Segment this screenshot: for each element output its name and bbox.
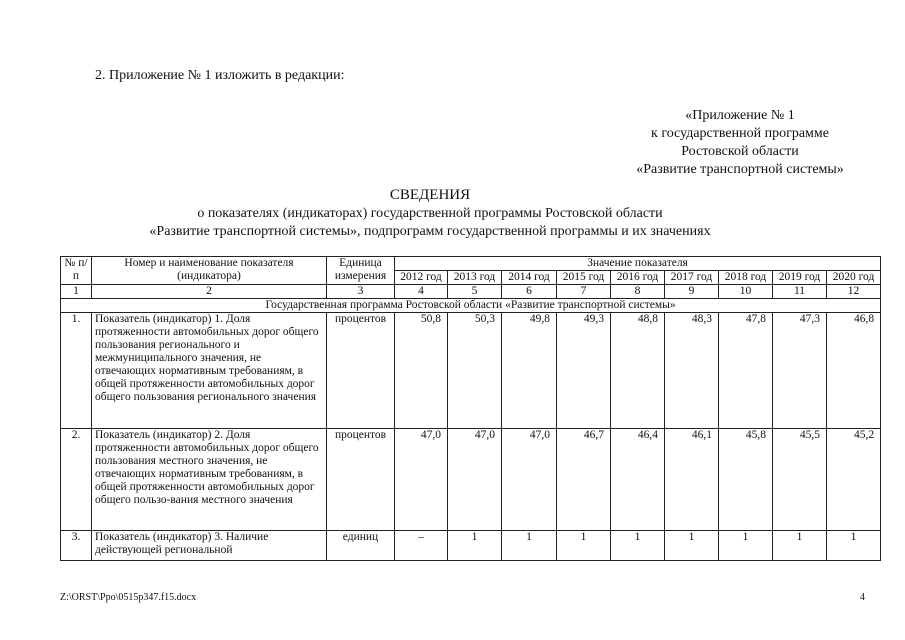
row-value: 47,0	[502, 429, 557, 531]
header-year: 2020 год	[827, 271, 881, 285]
row-value: 49,3	[557, 313, 611, 429]
row-num: 1.	[61, 313, 92, 429]
row-value: 1	[502, 531, 557, 561]
row-name: Показатель (индикатор) 3. Наличие действующей региональной	[92, 531, 327, 561]
indicators-table	[60, 256, 881, 561]
row-num: 2.	[61, 429, 92, 531]
row-value: 1	[773, 531, 827, 561]
row-unit: процентов	[327, 429, 395, 531]
row-unit: процентов	[327, 313, 395, 429]
row-value: 49,8	[502, 313, 557, 429]
appendix-line-3: Ростовской области	[681, 144, 799, 159]
col-number: 8	[611, 285, 665, 299]
header-year: 2014 год	[502, 271, 557, 285]
row-name: Показатель (индикатор) 2. Доля протяженности автомобильных дорог общего пользования местного значения, не отвечающих нормативным требованиям, в общей протяженности автомобильных дорог общего пользо-вания местного значения	[92, 429, 327, 531]
row-value: 48,8	[611, 313, 665, 429]
intro-paragraph: 2. Приложение № 1 изложить в редакции:	[95, 68, 345, 83]
header-num: № п/п	[61, 257, 92, 285]
header-year: 2019 год	[773, 271, 827, 285]
row-value: 46,7	[557, 429, 611, 531]
table-row	[61, 531, 881, 561]
header-unit: Единица измерения	[327, 257, 395, 285]
col-number: 10	[719, 285, 773, 299]
row-value: 50,3	[448, 313, 502, 429]
row-value: 46,8	[827, 313, 881, 429]
row-value: 1	[719, 531, 773, 561]
table-row	[61, 429, 881, 531]
row-value: 48,3	[665, 313, 719, 429]
col-number: 3	[327, 285, 395, 299]
col-number: 6	[502, 285, 557, 299]
appendix-line-4: «Развитие транспортной системы»	[636, 162, 844, 177]
section-title: Государственная программа Ростовской области «Развитие транспортной системы»	[61, 299, 881, 313]
appendix-line-2: к государственной программе	[651, 126, 829, 141]
row-value: 47,0	[395, 429, 448, 531]
row-value: 47,8	[719, 313, 773, 429]
col-number: 4	[395, 285, 448, 299]
section-row	[61, 299, 881, 313]
row-value: 1	[448, 531, 502, 561]
table-header-row	[61, 257, 881, 271]
row-unit: единиц	[327, 531, 395, 561]
title-main: СВЕДЕНИЯ	[389, 187, 471, 203]
header-year: 2012 год	[395, 271, 448, 285]
col-number: 12	[827, 285, 881, 299]
header-year: 2016 год	[611, 271, 665, 285]
row-value: 1	[611, 531, 665, 561]
row-value: 50,8	[395, 313, 448, 429]
row-value: 1	[557, 531, 611, 561]
col-number: 7	[557, 285, 611, 299]
row-value: 46,1	[665, 429, 719, 531]
row-value: 47,0	[448, 429, 502, 531]
header-values: Значение показателя	[395, 257, 881, 271]
col-number: 11	[773, 285, 827, 299]
col-number: 5	[448, 285, 502, 299]
header-year: 2017 год	[665, 271, 719, 285]
document-title	[100, 186, 760, 241]
row-value: –	[395, 531, 448, 561]
appendix-heading	[560, 107, 905, 179]
row-name: Показатель (индикатор) 1. Доля протяженности автомобильных дорог общего пользования регионального и межмуниципального значения, не отвечающих нормативным требованиям, в общей протяженности автомобильных дорог общего пользования регионального значения	[92, 313, 327, 429]
appendix-line-1: «Приложение № 1	[685, 108, 795, 123]
header-name: Номер и наименование показателя (индикатора)	[92, 257, 327, 285]
footer-page-number: 4	[860, 592, 865, 603]
row-value: 47,3	[773, 313, 827, 429]
header-year: 2018 год	[719, 271, 773, 285]
footer-file-path: Z:\ORST\Ppo\0515p347.f15.docx	[60, 592, 197, 603]
col-number: 2	[92, 285, 327, 299]
header-year: 2013 год	[448, 271, 502, 285]
header-year: 2015 год	[557, 271, 611, 285]
title-line-2: о показателях (индикаторах) государственной программы Ростовской области	[197, 206, 663, 221]
row-value: 1	[827, 531, 881, 561]
row-num: 3.	[61, 531, 92, 561]
title-line-3: «Развитие транспортной системы», подпрограмм государственной программы и их значениях	[149, 224, 711, 239]
col-number: 1	[61, 285, 92, 299]
row-value: 46,4	[611, 429, 665, 531]
row-value: 1	[665, 531, 719, 561]
row-value: 45,5	[773, 429, 827, 531]
table-colnum-row	[61, 285, 881, 299]
row-value: 45,2	[827, 429, 881, 531]
table-row	[61, 313, 881, 429]
row-value: 45,8	[719, 429, 773, 531]
col-number: 9	[665, 285, 719, 299]
